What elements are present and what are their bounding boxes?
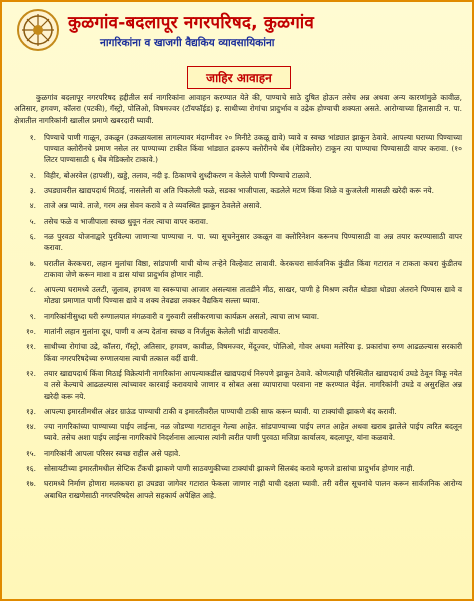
notice-label-wrap (2, 66, 474, 89)
item-text: सोसायटीच्या इमारतीमधील सेप्टिक टँकची झाकणे पाणी साठवणुकीच्या टाक्यांची झाकणे सिलबंद करावे म्हणजे डासांचा प्रादुर्भाव होणार नाही. (44, 464, 415, 474)
item-text: आपल्या इमारतीमधील अंडर ग्राऊंड पाण्याची टाकी व इमारतीवरील पाण्याची टाकी साफ करून घ्यावी. या टाक्यांची झाकणे बंद करावी. (44, 406, 397, 416)
item-text: तयार खाद्यपदार्थ किंवा मिठाई विक्रेत्यांनी नागरिकांना आपल्याकडील खाद्यपदार्थ निरुपणे झाकून ठेवावे. कोणत्याही परिस्थितीत खाद्यपदार्थ उघडे ठेवून विकू नयेत व तसे केल्याचे आढळल्यास त्यांच्यावर कारवाई करावयाचे जाणार व सोबत असा व्यापाराचा परवाना नष्ट करण्यात येईल. नागरिकांनी उघडे व असुरक्षित अन्न खरेदी करू नये. (44, 368, 462, 401)
item-number: २. (29, 170, 36, 180)
item-text: नागरिकांनी आपला परिसर स्वच्छ राहील असे पहावे. (44, 448, 181, 458)
item-text: उघड्यावरील खाद्यपदार्थ मिठाई, नासलेली वा अति पिकलेली फळे, सडका भाजीपाला, कडलेले मटण किंवा शिळे व कुजलेली मासळी खरेदी करू नये. (44, 186, 434, 196)
list-item (14, 421, 462, 444)
list-item (14, 341, 462, 364)
notice-body (14, 92, 462, 505)
list-item (14, 216, 462, 227)
list-item (14, 406, 462, 417)
item-text: नळ पुरवठा योजनाद्वारे पुरविल्या जाणाऱ्या पाण्याचा न. पा. च्या सूचनेनुसार उकळून वा क्लोरिनेशन करूनच पिण्यासाठी वा अन्न तयार करण्यासाठी वापर करावा. (44, 231, 462, 253)
item-text: विहीर, बोअरवेल (हापशी), खड्डे, तलाव, नदी इ. ठिकाणचे शुध्दीकरण न केलेले पाणी पिण्याचे टाळावे. (44, 170, 312, 180)
list-item (14, 463, 462, 474)
item-text: मातांनी लहान मुलांना दूध, पाणी व अन्य देतांना स्वच्छ व निर्जंतुक केलेली भांडी वापरावीत. (44, 327, 281, 337)
item-text: ज्या नागरिकांच्या पाण्याच्या पाईप लाईन्स, नळ जोडण्या गटारातून गेल्या आहेत. सांडपाण्याच्या पाईप लगत आहेत अथवा खराब झालेले पाईप त्वरित बदलून घ्यावे. तसेच अशा पाईप लाईन्स नागरिकांचे निदर्शनास आल्यास त्यांनी त्वरीत पाणी पुरवठा मजिप्रा कार्यालय, बदलापूर, यांना कळवावे. (44, 422, 462, 443)
item-number: १४. (25, 422, 36, 432)
item-number: ३. (29, 186, 36, 196)
item-number: १५. (25, 448, 36, 458)
item-text: घरामध्ये निर्माण होणारा मलकचरा हा उघड्या जागेवर गटारात फेकला जाणार नाही याची दक्षता घ्यावी. तरी वरील सूचनांचे पालन करून सार्वजनिक आरोग्य अबाधित राखणेसाठी नगरपरिषदेस आपले सहकार्य अपेक्षित आहे. (44, 479, 462, 500)
item-number: १२. (25, 368, 36, 378)
item-text: ताजे अन्न प्यावे. ताजे, गरम अन्न सेवन करावे व ते व्यवस्थित झाकून ठेवलेले असावे. (44, 201, 262, 211)
item-number: १. (29, 132, 36, 142)
item-text: साथीच्या रोगांचा उद्रे, कॉलरा, गॅस्ट्रो, अतिसार, हगवण, कावीळ, विषमज्वर, मेंदूज्वर, पोलिओ, गोवर अथवा मलेरिया इ. प्रकारांचा रुग्ण आढळल्यास सरकारी किंवा नगरपरिषदेच्या रुग्णालयास त्याची तत्काल वर्दी द्यावी. (44, 342, 462, 363)
item-number: ८. (29, 285, 36, 295)
list-item (14, 258, 462, 281)
item-text: घरातील केरकचरा, लहान मुलांचा विष्ठा, सांडपाणी याची योग्य तऱ्हेने विल्हेवाट लावावी. केरकचरा सार्वजनिक कुंडीत किंवा गटारात न टाकता कचरा कुंडीतच टाकावा जेणे करून माशा व डास यांचा प्रादुर्भाव होणार नाही. (44, 258, 462, 279)
header (8, 6, 470, 62)
notice-label: जाहिर आवाहन (187, 66, 291, 89)
list-item (14, 368, 462, 402)
item-number: ११. (25, 342, 36, 352)
page-subtitle: नागरिकांना व खाजगी वैद्यकिय व्यावसायिकांना (100, 37, 275, 49)
item-number: ६. (29, 231, 36, 241)
item-number: १३. (25, 406, 36, 416)
list-item (14, 448, 462, 459)
item-number: ४. (29, 201, 36, 211)
list-item (14, 200, 462, 211)
list-item (14, 231, 462, 254)
intro-paragraph: कुळगांव बदलापूर नगरपरिषद हद्दीतील सर्व नागरिकांना आवाहन करण्यात येते की, पाण्याचे साठे दुषित होऊन तसेच अन्न अथवा अन्य कारणांमुळे कावीळ, अतिसार, हगवण, कॉलरा (पटकी), गॅस्ट्रो, पोलिओ, विषमज्वर (टॉयफॉईड) इ. साथीच्या रोगांचा प्रादुर्भाव व उद्रेक होण्याची शक्यता असते. आरोग्याच्या हितासाठी न. पा. क्षेत्रातील नागरिकांनी खालील प्रमाणे खबरदारी घ्यावी. (14, 93, 462, 125)
item-number: ७. (29, 258, 36, 268)
item-text: आपल्या घरामध्ये उलटी, जुलाब, हगवण या स्वरूपाचा आजार असल्यास तातडीने मीठ, साखर, पाणी हे मिश्रण त्वरीत थोड्या थोड्या अंतराने पिण्यास द्यावे व मोठ्या प्रमाणात पाणी पिण्यास द्यावे व शक्य तेवढ्या लवकर वैद्यकिय सल्ला घ्यावा. (44, 285, 462, 306)
item-number: ५. (29, 216, 36, 226)
page-title: कुळगांव-बदलापूर नगरपरिषद, कुळगांव (68, 13, 315, 33)
item-number: १६. (25, 464, 36, 474)
item-text: तसेच फळे व भाजीपाला स्वच्छ धुवून नंतर त्याचा वापर करावा. (44, 216, 209, 226)
item-number: १०. (25, 327, 36, 337)
item-text: नागरिकांनीसुध्दा घरी रुग्णालयात मंगळवारी व गुरुवारी लसीकरणाचा कार्यक्रम असतो, त्याचा लाभ घ्यावा. (44, 311, 320, 321)
list-item (14, 185, 462, 196)
list-item (14, 170, 462, 181)
item-number: ९. (29, 311, 36, 321)
item-number: १७. (25, 479, 36, 489)
list-item (14, 326, 462, 337)
list-item (14, 478, 462, 501)
item-text: पिण्याचे पाणी गाळून, उकळून (उकळायलास लागल्यावर मंदाग्नीवर २० मिनीटे उकळू द्यावे) प्यावे व स्वच्छ भांड्यात झाकून ठेवावे. आपल्या घराच्या पिण्याच्या पाण्यात क्लोरीनचे प्रमाण नसेल तर पाण्याच्या टाकीत किंवा भांड्यात द्रवरूप क्लोरीनचे थेंब (मेडिक्लोर) टाकून त्या पाण्याचा पिण्यासाठी वापर करावा. (१० लिटर पाण्यासाठी ६ थेंब मेडिक्लोर टाकावे.) (44, 132, 462, 165)
list-item (14, 132, 462, 166)
municipal-emblem-icon (16, 8, 60, 52)
list-item (14, 284, 462, 307)
list-item (14, 311, 462, 322)
